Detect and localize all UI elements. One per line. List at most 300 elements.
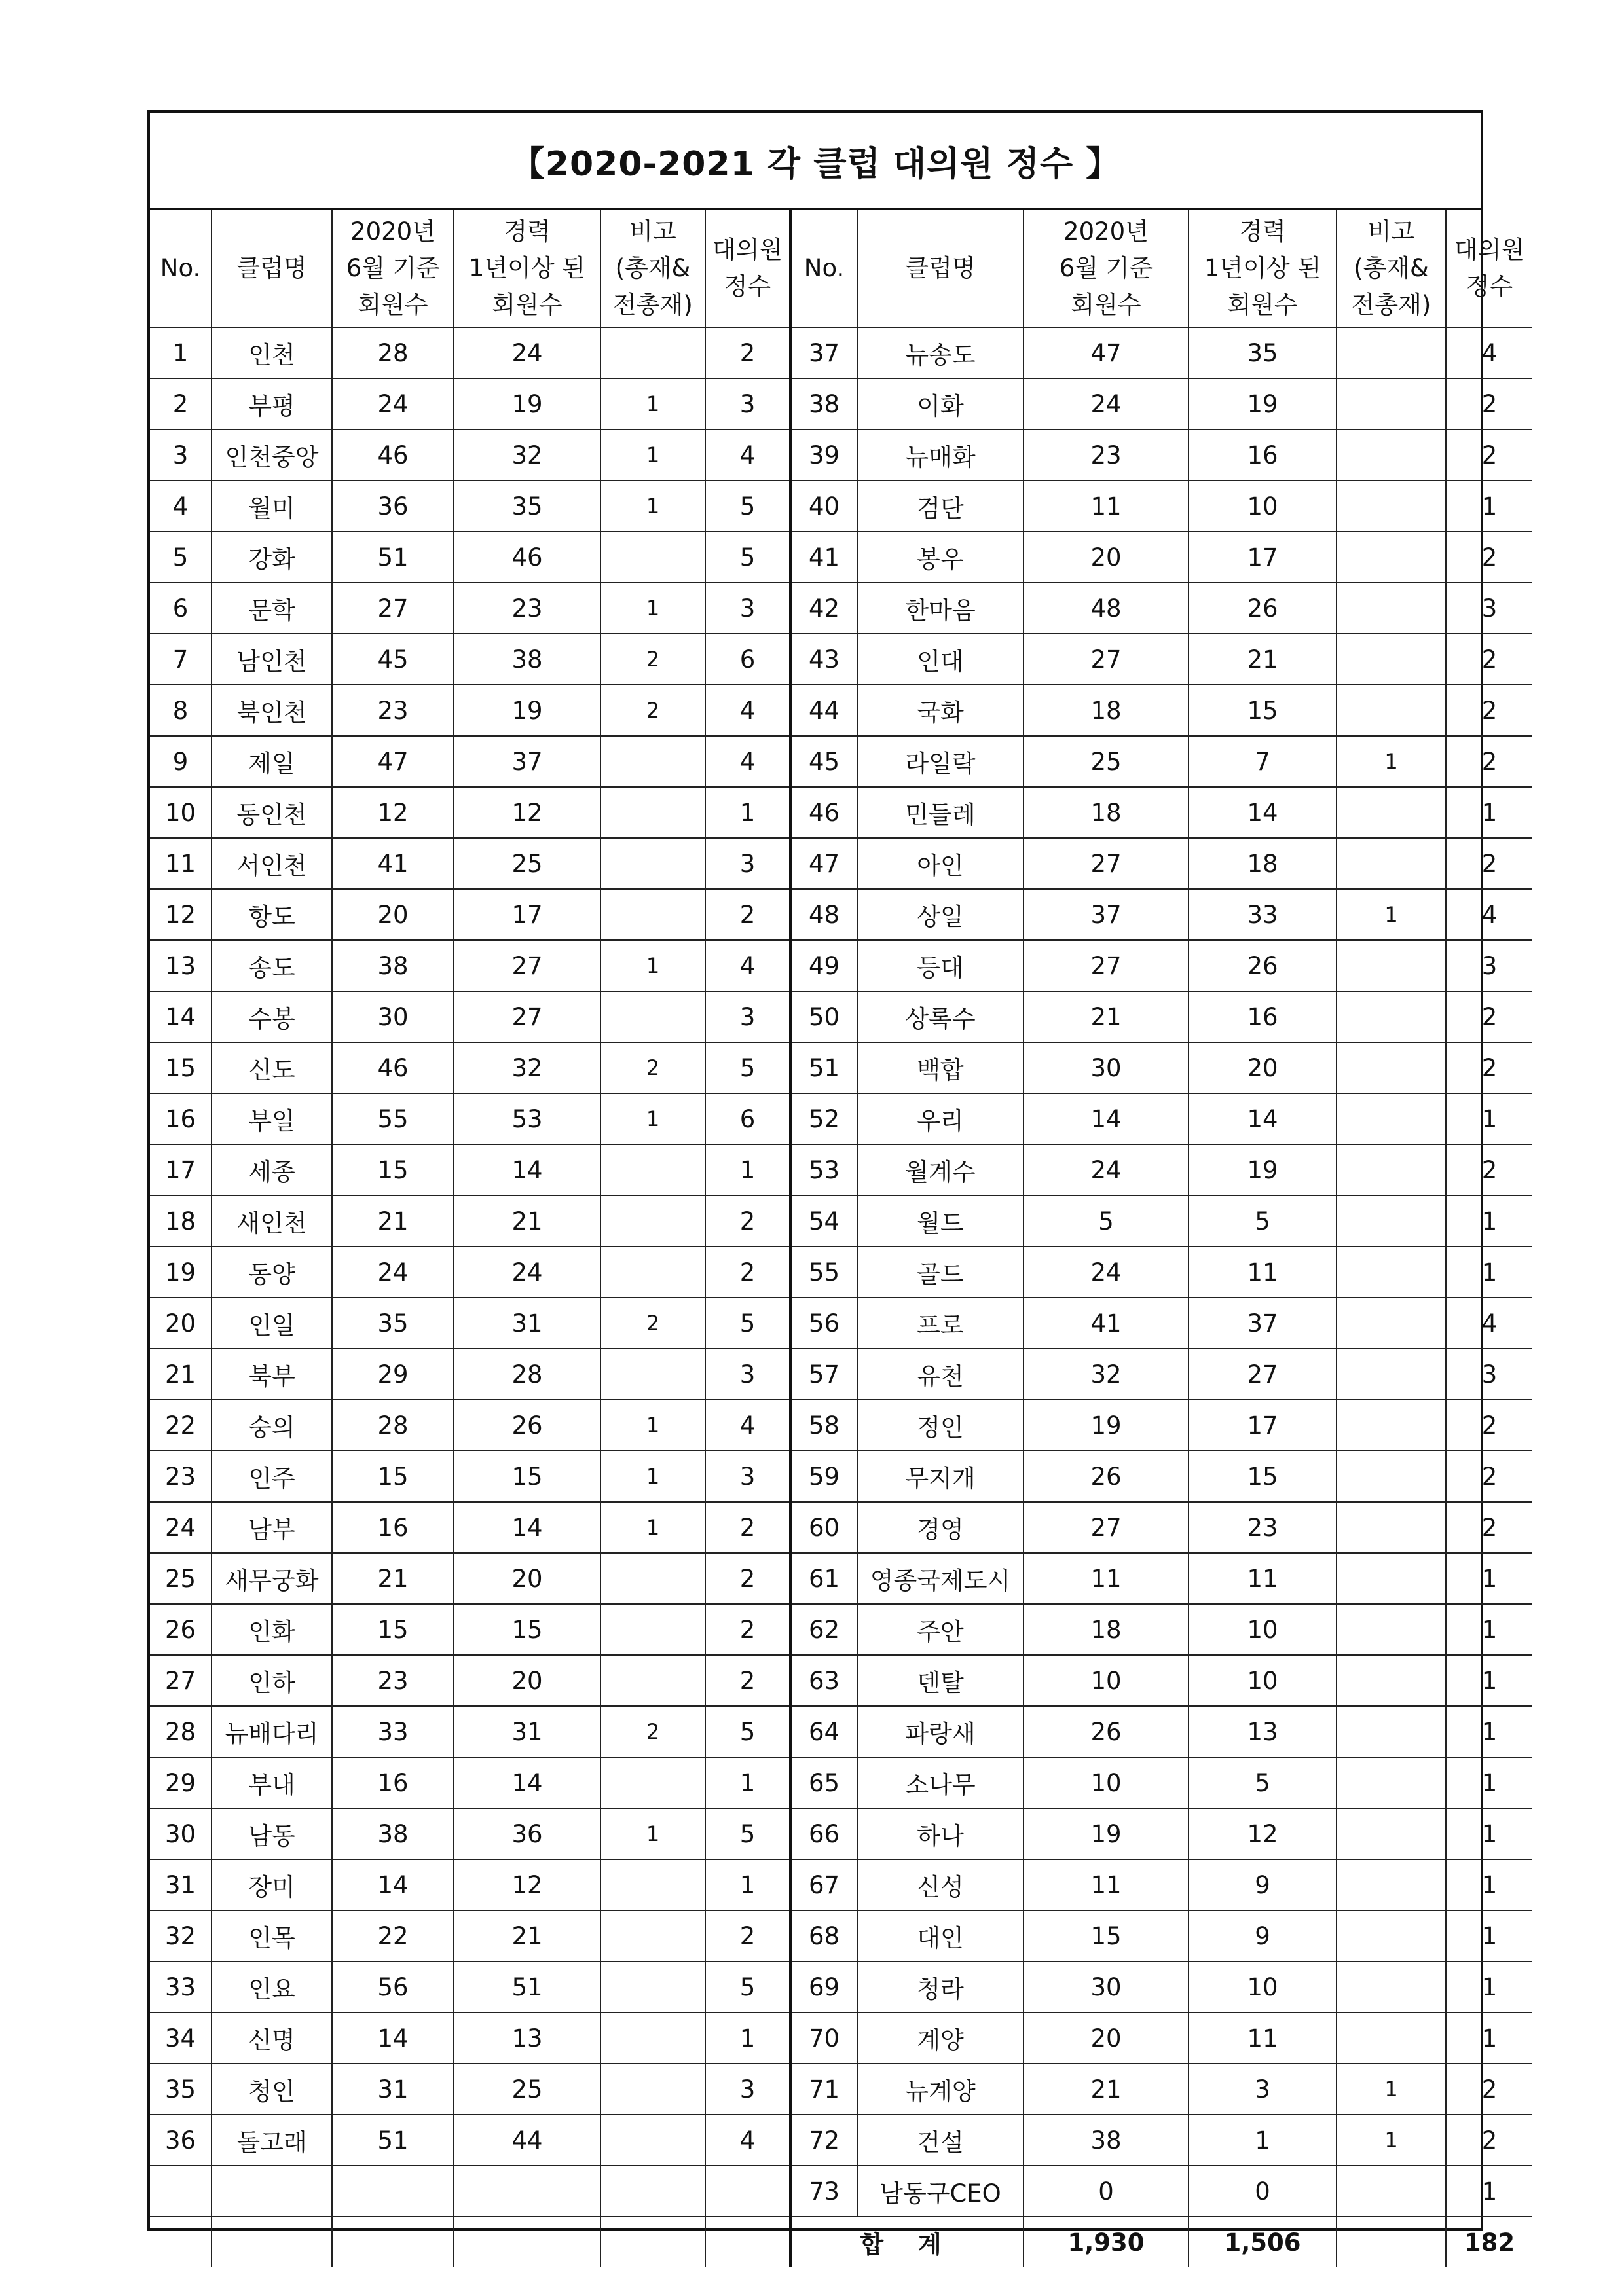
cell-club: 하나 (857, 1808, 1024, 1859)
cell-delegates: 2 (1446, 1144, 1532, 1195)
cell-club: 인일 (212, 1298, 332, 1349)
cell-club: 부평 (212, 378, 332, 429)
cell-experienced: 11 (1189, 2013, 1337, 2064)
cell-members: 24 (1024, 378, 1189, 429)
cell-experienced: 19 (1189, 378, 1337, 429)
cell-delegates: 4 (705, 429, 790, 481)
cell-club: 신성 (857, 1859, 1024, 1910)
cell-members: 32 (1024, 1349, 1189, 1400)
cell-club: 검단 (857, 481, 1024, 532)
cell-members: 28 (332, 1400, 454, 1451)
cell-no: 56 (790, 1298, 857, 1349)
cell-note (1337, 1093, 1446, 1144)
table-row (150, 1808, 1532, 1859)
cell-members: 23 (332, 1655, 454, 1706)
cell-note: 1 (600, 583, 705, 634)
table-row (150, 889, 1532, 940)
cell-members (332, 2166, 454, 2217)
cell-no: 40 (790, 481, 857, 532)
cell-club: 돌고래 (212, 2115, 332, 2166)
table-row (150, 1757, 1532, 1808)
cell-note (600, 1195, 705, 1247)
cell-delegates: 3 (705, 1349, 790, 1400)
cell-no: 25 (150, 1553, 212, 1604)
cell-members: 11 (1024, 1553, 1189, 1604)
cell-note (1337, 532, 1446, 583)
cell-note (600, 1604, 705, 1655)
cell-members: 11 (1024, 481, 1189, 532)
cell-members: 26 (1024, 1706, 1189, 1757)
cell-delegates: 5 (705, 1808, 790, 1859)
document-sheet (147, 110, 1525, 2259)
cell-club: 강화 (212, 532, 332, 583)
cell-club: 문학 (212, 583, 332, 634)
cell-note (1337, 1400, 1446, 1451)
cell-note (1337, 1298, 1446, 1349)
cell-experienced: 33 (1189, 889, 1337, 940)
cell-experienced: 31 (454, 1298, 600, 1349)
cell-members: 28 (332, 327, 454, 378)
cell-club: 덴탈 (857, 1655, 1024, 1706)
cell-no: 32 (150, 1910, 212, 1961)
cell-no: 2 (150, 378, 212, 429)
cell-experienced: 26 (1189, 583, 1337, 634)
cell-club: 월드 (857, 1195, 1024, 1247)
cell-delegates: 2 (705, 1195, 790, 1247)
cell-experienced: 53 (454, 1093, 600, 1144)
cell-club: 인대 (857, 634, 1024, 685)
cell-club: 숭의 (212, 1400, 332, 1451)
cell-club: 파랑새 (857, 1706, 1024, 1757)
cell-members: 15 (332, 1144, 454, 1195)
cell-club: 우리 (857, 1093, 1024, 1144)
cell-no: 34 (150, 2013, 212, 2064)
cell-members: 27 (1024, 838, 1189, 889)
cell-note: 1 (1337, 2064, 1446, 2115)
cell-no: 9 (150, 736, 212, 787)
cell-club: 부내 (212, 1757, 332, 1808)
cell-members: 26 (1024, 1451, 1189, 1502)
cell-note (600, 2166, 705, 2217)
cell-note (1337, 685, 1446, 736)
cell-club: 청라 (857, 1961, 1024, 2013)
table-row (150, 991, 1532, 1042)
cell-club: 세종 (212, 1144, 332, 1195)
header-members: 2020년 6월 기준 회원수 (1024, 210, 1189, 327)
table-row (150, 583, 1532, 634)
cell-members: 15 (332, 1451, 454, 1502)
cell-experienced: 14 (454, 1502, 600, 1553)
table-row (150, 2166, 1532, 2217)
cell-no: 16 (150, 1093, 212, 1144)
cell-note (1337, 1604, 1446, 1655)
cell-experienced: 5 (1189, 1757, 1337, 1808)
cell-note (600, 1144, 705, 1195)
cell-no: 15 (150, 1042, 212, 1093)
cell-members: 18 (1024, 787, 1189, 838)
cell-no: 20 (150, 1298, 212, 1349)
cell-experienced: 35 (1189, 327, 1337, 378)
cell-note (1337, 2166, 1446, 2217)
cell-delegates: 1 (1446, 1247, 1532, 1298)
cell-experienced: 37 (1189, 1298, 1337, 1349)
cell-club: 남부 (212, 1502, 332, 1553)
cell-experienced: 32 (454, 429, 600, 481)
cell-members: 56 (332, 1961, 454, 2013)
cell-no: 23 (150, 1451, 212, 1502)
cell-club: 뉴송도 (857, 327, 1024, 378)
table-row (150, 1910, 1532, 1961)
cell-members: 27 (1024, 940, 1189, 991)
cell-club: 동양 (212, 1247, 332, 1298)
cell-experienced: 44 (454, 2115, 600, 2166)
cell-note (1337, 1910, 1446, 1961)
cell-delegates: 2 (1446, 1451, 1532, 1502)
table-row (150, 1502, 1532, 1553)
cell-delegates: 2 (1446, 838, 1532, 889)
cell-club: 인주 (212, 1451, 332, 1502)
cell-club: 서인천 (212, 838, 332, 889)
cell-no: 49 (790, 940, 857, 991)
cell-note (1337, 1042, 1446, 1093)
cell-club: 제일 (212, 736, 332, 787)
cell-delegates: 2 (1446, 1400, 1532, 1451)
cell-delegates: 2 (705, 1655, 790, 1706)
cell-members: 14 (332, 2013, 454, 2064)
table-row (150, 1961, 1532, 2013)
cell-note (1337, 940, 1446, 991)
cell-no: 61 (790, 1553, 857, 1604)
table-row (150, 1604, 1532, 1655)
cell-members: 38 (1024, 2115, 1189, 2166)
cell-note (1337, 1859, 1446, 1910)
cell-club: 새무궁화 (212, 1553, 332, 1604)
cell-experienced: 16 (1189, 429, 1337, 481)
cell-experienced: 19 (1189, 1144, 1337, 1195)
empty-cell (150, 2217, 212, 2267)
cell-no: 66 (790, 1808, 857, 1859)
cell-members: 48 (1024, 583, 1189, 634)
cell-note (1337, 1247, 1446, 1298)
cell-no: 11 (150, 838, 212, 889)
cell-delegates: 2 (705, 1910, 790, 1961)
cell-club: 남인천 (212, 634, 332, 685)
cell-members: 22 (332, 1910, 454, 1961)
cell-experienced: 10 (1189, 1961, 1337, 2013)
cell-experienced: 11 (1189, 1247, 1337, 1298)
cell-members: 41 (332, 838, 454, 889)
empty-cell (705, 2217, 790, 2267)
cell-no: 7 (150, 634, 212, 685)
cell-delegates: 5 (705, 1706, 790, 1757)
cell-delegates: 1 (705, 787, 790, 838)
cell-experienced: 46 (454, 532, 600, 583)
empty-cell (332, 2217, 454, 2267)
header-no: No. (790, 210, 857, 327)
cell-note (600, 1349, 705, 1400)
cell-members: 24 (332, 1247, 454, 1298)
table-row (150, 1451, 1532, 1502)
cell-delegates: 3 (705, 991, 790, 1042)
cell-experienced: 15 (1189, 1451, 1337, 1502)
cell-club: 장미 (212, 1859, 332, 1910)
cell-members: 36 (332, 481, 454, 532)
cell-club: 인하 (212, 1655, 332, 1706)
cell-members: 19 (1024, 1808, 1189, 1859)
cell-club (212, 2166, 332, 2217)
cell-club: 대인 (857, 1910, 1024, 1961)
cell-club: 청인 (212, 2064, 332, 2115)
cell-experienced: 10 (1189, 481, 1337, 532)
cell-experienced: 10 (1189, 1604, 1337, 1655)
cell-no: 45 (790, 736, 857, 787)
cell-delegates: 5 (705, 481, 790, 532)
cell-club: 소나무 (857, 1757, 1024, 1808)
cell-note (1337, 1349, 1446, 1400)
cell-no: 47 (790, 838, 857, 889)
cell-no: 46 (790, 787, 857, 838)
total-experienced: 1,506 (1189, 2217, 1337, 2267)
cell-members: 14 (1024, 1093, 1189, 1144)
cell-note: 2 (600, 1298, 705, 1349)
cell-delegates: 2 (705, 1502, 790, 1553)
cell-club: 북인천 (212, 685, 332, 736)
cell-club: 계양 (857, 2013, 1024, 2064)
cell-members: 18 (1024, 685, 1189, 736)
cell-note (1337, 1502, 1446, 1553)
cell-no: 28 (150, 1706, 212, 1757)
cell-members: 46 (332, 1042, 454, 1093)
cell-experienced: 9 (1189, 1910, 1337, 1961)
cell-note (600, 736, 705, 787)
table-row (150, 1195, 1532, 1247)
cell-delegates: 4 (705, 736, 790, 787)
cell-club: 아인 (857, 838, 1024, 889)
cell-club: 라일락 (857, 736, 1024, 787)
table-row (150, 1655, 1532, 1706)
cell-club: 부일 (212, 1093, 332, 1144)
cell-members: 47 (332, 736, 454, 787)
cell-note: 2 (600, 685, 705, 736)
cell-members: 33 (332, 1706, 454, 1757)
cell-delegates: 1 (1446, 1604, 1532, 1655)
cell-note (1337, 1655, 1446, 1706)
cell-club: 뉴계양 (857, 2064, 1024, 2115)
table-row (150, 940, 1532, 991)
cell-note (600, 889, 705, 940)
cell-experienced: 24 (454, 327, 600, 378)
cell-experienced: 11 (1189, 1553, 1337, 1604)
cell-club: 무지개 (857, 1451, 1024, 1502)
cell-no: 21 (150, 1349, 212, 1400)
cell-members: 41 (1024, 1298, 1189, 1349)
cell-club: 월미 (212, 481, 332, 532)
cell-club: 북부 (212, 1349, 332, 1400)
cell-delegates: 3 (1446, 940, 1532, 991)
cell-no: 51 (790, 1042, 857, 1093)
cell-delegates: 1 (1446, 2013, 1532, 2064)
cell-club: 이화 (857, 378, 1024, 429)
cell-experienced: 25 (454, 838, 600, 889)
cell-delegates: 4 (705, 2115, 790, 2166)
header-club: 클럽명 (857, 210, 1024, 327)
cell-no: 70 (790, 2013, 857, 2064)
cell-experienced: 7 (1189, 736, 1337, 787)
total-note (1337, 2217, 1446, 2267)
cell-no: 71 (790, 2064, 857, 2115)
cell-club: 새인천 (212, 1195, 332, 1247)
cell-no: 57 (790, 1349, 857, 1400)
cell-members: 37 (1024, 889, 1189, 940)
cell-no: 36 (150, 2115, 212, 2166)
cell-club: 뉴배다리 (212, 1706, 332, 1757)
cell-note (1337, 1451, 1446, 1502)
cell-members: 23 (332, 685, 454, 736)
cell-members: 0 (1024, 2166, 1189, 2217)
cell-delegates: 1 (1446, 1093, 1532, 1144)
cell-members: 10 (1024, 1757, 1189, 1808)
cell-delegates: 2 (705, 327, 790, 378)
cell-members: 24 (1024, 1247, 1189, 1298)
cell-note: 1 (600, 378, 705, 429)
cell-note (1337, 2013, 1446, 2064)
cell-experienced: 17 (454, 889, 600, 940)
cell-no: 24 (150, 1502, 212, 1553)
cell-experienced: 10 (1189, 1655, 1337, 1706)
cell-delegates: 1 (1446, 2166, 1532, 2217)
cell-delegates: 4 (1446, 889, 1532, 940)
cell-delegates: 5 (705, 1298, 790, 1349)
cell-note (600, 1961, 705, 2013)
cell-experienced: 1 (1189, 2115, 1337, 2166)
cell-delegates: 5 (705, 1961, 790, 2013)
cell-club: 영종국제도시 (857, 1553, 1024, 1604)
cell-experienced: 14 (454, 1757, 600, 1808)
cell-club: 상일 (857, 889, 1024, 940)
cell-no: 58 (790, 1400, 857, 1451)
header-experienced: 경력 1년이상 된 회원수 (454, 210, 600, 327)
cell-delegates: 2 (1446, 991, 1532, 1042)
cell-no: 38 (790, 378, 857, 429)
cell-note: 1 (600, 1451, 705, 1502)
cell-no: 53 (790, 1144, 857, 1195)
cell-experienced: 15 (454, 1604, 600, 1655)
cell-club: 상록수 (857, 991, 1024, 1042)
cell-experienced: 36 (454, 1808, 600, 1859)
cell-delegates: 3 (705, 2064, 790, 2115)
cell-delegates: 1 (705, 1757, 790, 1808)
cell-experienced: 21 (454, 1195, 600, 1247)
cell-experienced: 3 (1189, 2064, 1337, 2115)
cell-club: 남동 (212, 1808, 332, 1859)
cell-members: 21 (1024, 991, 1189, 1042)
cell-no: 44 (790, 685, 857, 736)
cell-experienced: 15 (454, 1451, 600, 1502)
cell-no: 29 (150, 1757, 212, 1808)
cell-no: 31 (150, 1859, 212, 1910)
cell-no: 65 (790, 1757, 857, 1808)
cell-note (1337, 1553, 1446, 1604)
cell-note (1337, 327, 1446, 378)
cell-club: 건설 (857, 2115, 1024, 2166)
cell-delegates: 3 (705, 378, 790, 429)
empty-cell (600, 2217, 705, 2267)
cell-note (600, 1910, 705, 1961)
cell-members: 16 (332, 1757, 454, 1808)
cell-members: 21 (332, 1195, 454, 1247)
cell-club: 국화 (857, 685, 1024, 736)
table-row (150, 787, 1532, 838)
table-row (150, 378, 1532, 429)
table-row (150, 532, 1532, 583)
cell-delegates: 5 (705, 1042, 790, 1093)
cell-note (1337, 1195, 1446, 1247)
table-row (150, 1553, 1532, 1604)
cell-no: 39 (790, 429, 857, 481)
cell-delegates: 5 (705, 532, 790, 583)
cell-experienced: 12 (454, 787, 600, 838)
cell-members: 19 (1024, 1400, 1189, 1451)
cell-delegates: 1 (1446, 1706, 1532, 1757)
cell-members: 30 (332, 991, 454, 1042)
header-note: 비고 (총재& 전총재) (1337, 210, 1446, 327)
cell-experienced: 20 (454, 1655, 600, 1706)
table-row (150, 1400, 1532, 1451)
cell-note (600, 2064, 705, 2115)
cell-note (600, 2013, 705, 2064)
cell-no: 52 (790, 1093, 857, 1144)
cell-no: 5 (150, 532, 212, 583)
cell-delegates: 2 (705, 1604, 790, 1655)
cell-members: 14 (332, 1859, 454, 1910)
cell-note (600, 787, 705, 838)
cell-delegates: 3 (1446, 1349, 1532, 1400)
header-experienced: 경력 1년이상 된 회원수 (1189, 210, 1337, 327)
cell-delegates: 1 (705, 2013, 790, 2064)
cell-note: 1 (600, 1093, 705, 1144)
cell-members: 27 (1024, 634, 1189, 685)
cell-experienced: 32 (454, 1042, 600, 1093)
table-row (150, 481, 1532, 532)
cell-experienced: 12 (454, 1859, 600, 1910)
cell-delegates: 4 (705, 940, 790, 991)
cell-experienced (454, 2166, 600, 2217)
cell-experienced: 18 (1189, 838, 1337, 889)
cell-club: 민들레 (857, 787, 1024, 838)
cell-members: 55 (332, 1093, 454, 1144)
cell-note (1337, 583, 1446, 634)
header-delegates: 대의원 정수 (1446, 210, 1532, 327)
cell-members: 5 (1024, 1195, 1189, 1247)
cell-no: 33 (150, 1961, 212, 2013)
cell-delegates: 1 (1446, 1910, 1532, 1961)
cell-experienced: 16 (1189, 991, 1337, 1042)
cell-experienced: 37 (454, 736, 600, 787)
cell-no: 67 (790, 1859, 857, 1910)
cell-no: 8 (150, 685, 212, 736)
cell-experienced: 28 (454, 1349, 600, 1400)
cell-members: 21 (332, 1553, 454, 1604)
cell-note (1337, 1144, 1446, 1195)
table-row (150, 1859, 1532, 1910)
cell-note: 2 (600, 1042, 705, 1093)
cell-no: 3 (150, 429, 212, 481)
cell-members: 38 (332, 1808, 454, 1859)
cell-club: 인목 (212, 1910, 332, 1961)
cell-note: 1 (600, 1502, 705, 1553)
cell-members: 31 (332, 2064, 454, 2115)
cell-club: 인천중앙 (212, 429, 332, 481)
